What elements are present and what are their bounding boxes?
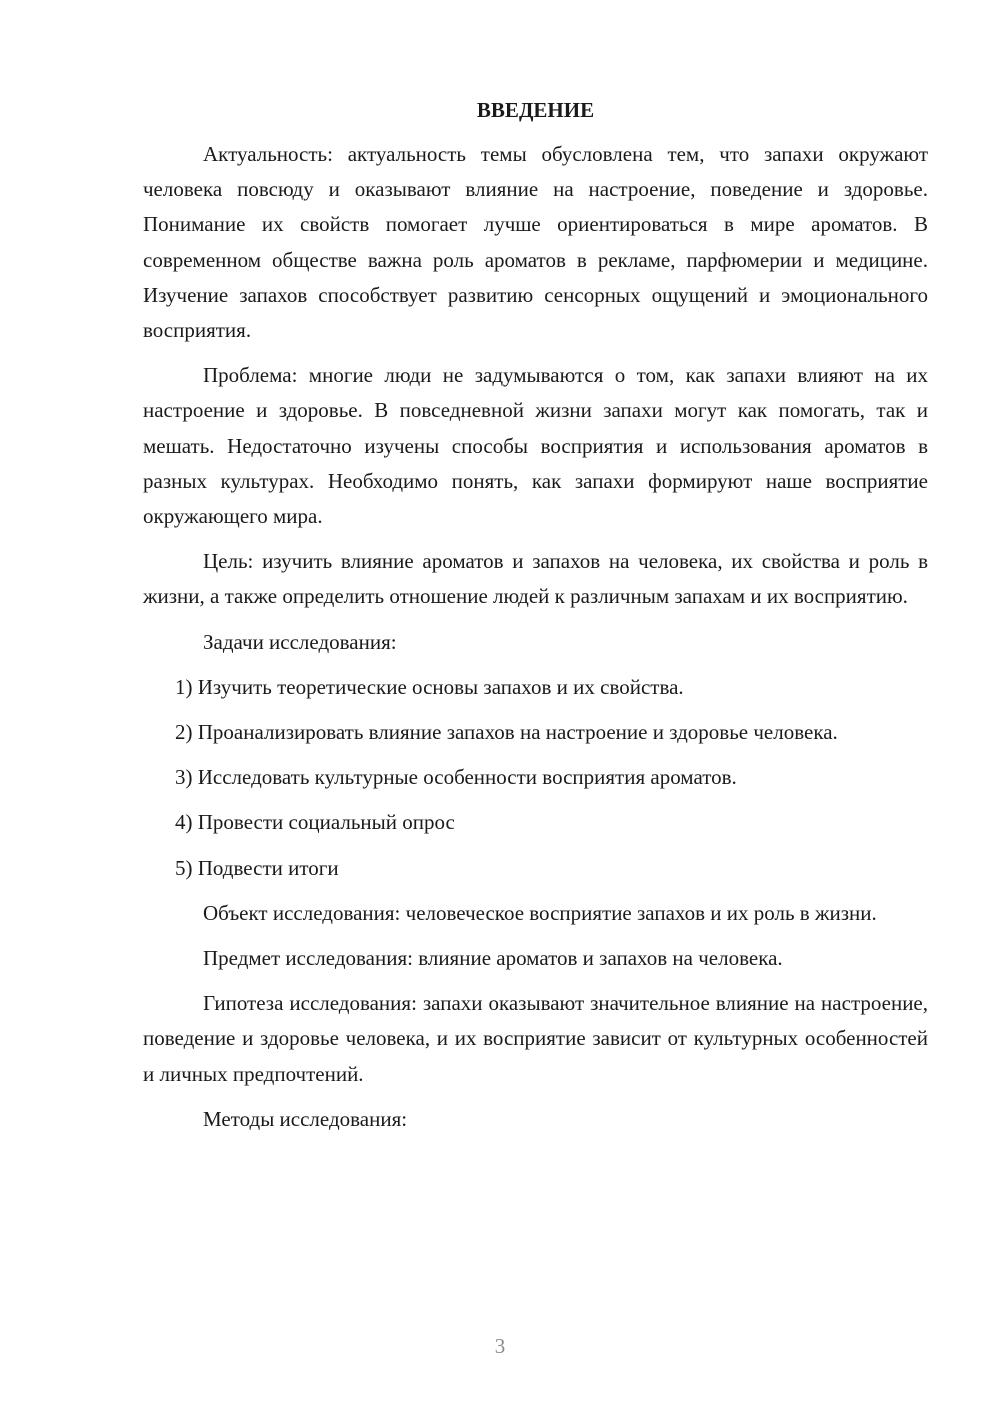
tasks-heading: Задачи исследования: [203,629,397,654]
methods-heading: Методы исследования: [203,1106,408,1131]
page-number: 3 [494,1334,506,1358]
list-item: 3) Исследовать культурные особенности восприятия ароматов. [175,765,737,790]
list-item: 5) Подвести итоги [175,855,339,880]
paragraph-object: Объект исследования: человеческое восприятие запахов и их роль в жизни. [203,900,877,925]
paragraph-goal: Цель: изучить влияние ароматов и запахов на человека, их свойства и роль в жизни, а также определить отношение людей к различным запахам и их восприятию. [143,549,928,609]
list-item: 1) Изучить теоретические основы запахов и их свойства. [175,674,684,699]
paragraph-problem: Проблема: многие люди не задумываются о том, как запахи влияют на их настроение и здоровье. В повседневной жизни запахи могут как помогать, так и мешать. Недостаточно изучены способы восприятия и использования ароматов в разных культурах. Необходимо понять, как запахи формируют наше восприятие окружающего мира. [143,363,928,529]
list-item: 4) Провести социальный опрос [175,810,455,835]
paragraph-relevance: Актуальность: актуальность темы обусловлена тем, что запахи окружают человека повсюду и оказывают влияние на настроение, поведение и здоровье. Понимание их свойств помогает лучше ориентироваться в мире ароматов. В современном обществе важна роль ароматов в рекламе, парфюмерии и медицине. Изучение запахов способствует развитию сенсорных ощущений и эмоционального восприятия. [143,142,928,343]
paragraph-subject: Предмет исследования: влияние ароматов и запахов на человека. [203,946,783,971]
page-title: ВВЕДЕНИЕ [476,98,595,122]
paragraph-hypothesis: Гипотеза исследования: запахи оказывают значительное влияние на настроение, поведение и здоровье человека, и их восприятие зависит от культурных особенностей и личных предпочтений. [143,991,928,1086]
document-page [143,96,928,1147]
list-item: 2) Проанализировать влияние запахов на настроение и здоровье человека. [175,720,838,745]
